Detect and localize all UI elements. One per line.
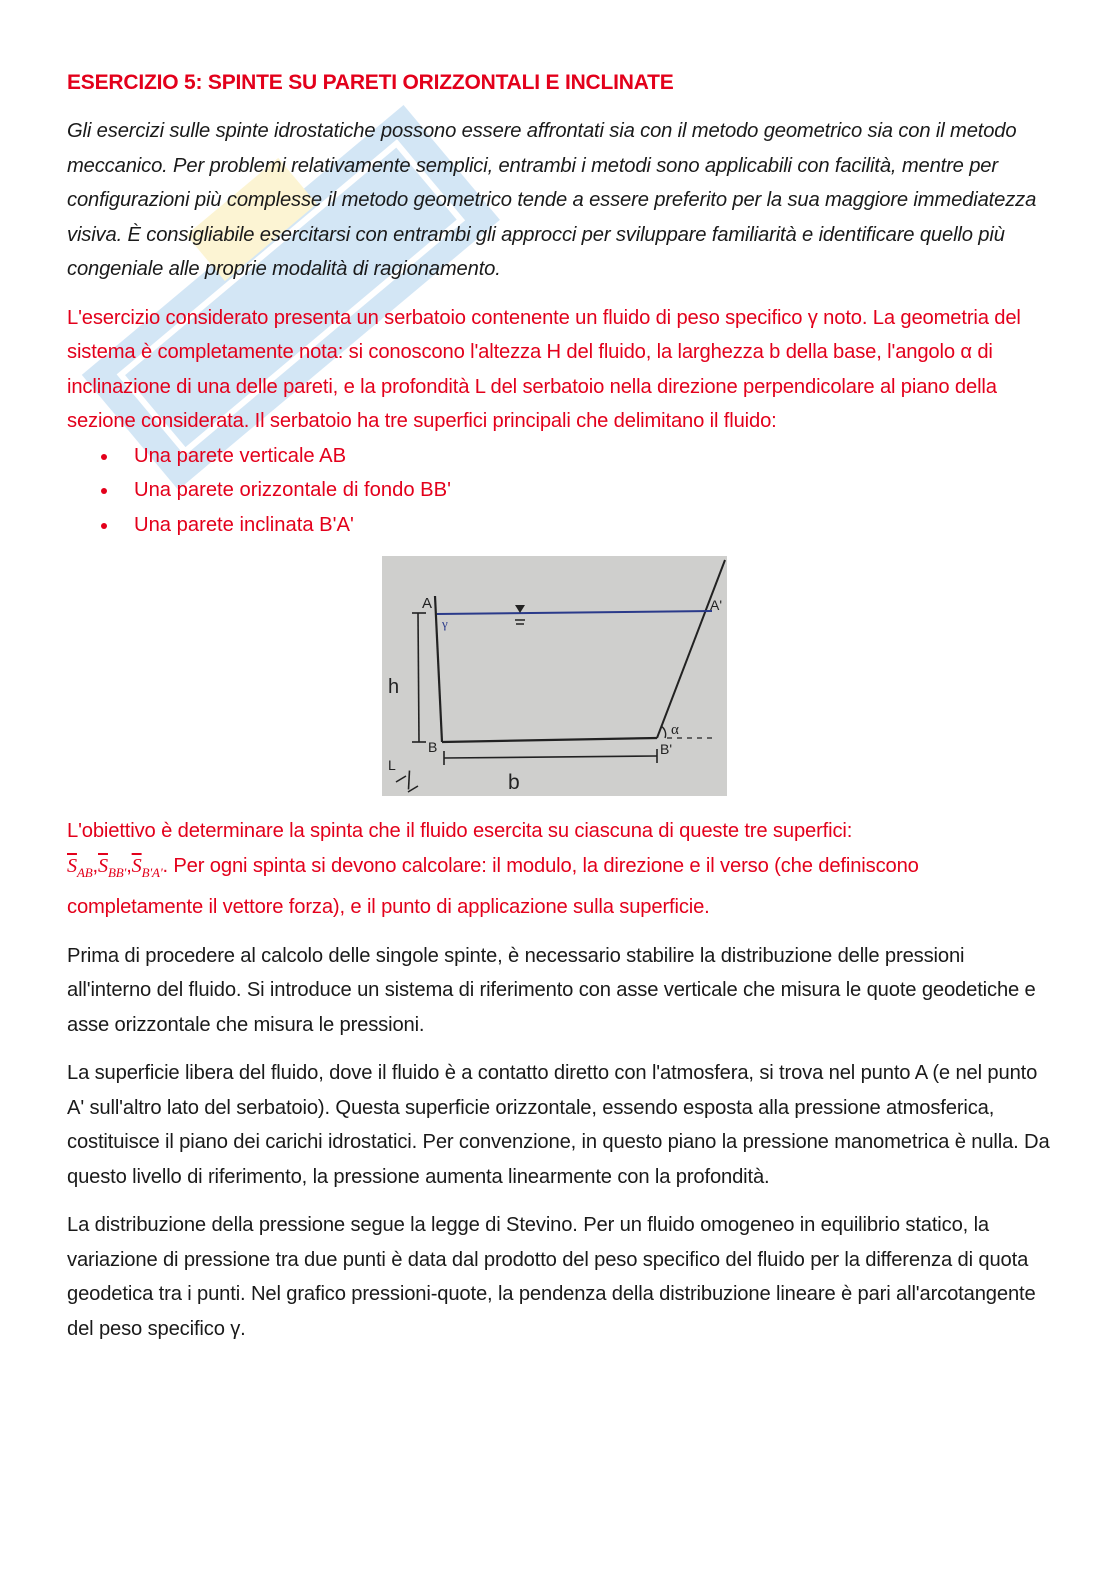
label-alpha: α <box>671 722 679 738</box>
problem-statement: L'esercizio considerato presenta un serbatoio contenente un fluido di peso specifico γ noto. La geometria del sistema è completamente nota: si conoscono l'altezza H del fluido, la larghezza b della base, l'angolo α di inclinazione di una delle pareti, e la profondità L del serbatoio nella direzione perpendicolare al piano della sezione considerata. Il serbatoio ha tre superfici principali che delimitano il fluido: <box>67 306 1021 432</box>
symbol-S-AB: $\overline{S}_{AB}$ <box>67 854 93 880</box>
symbol-S-BprimeAprime: $\overline{S}_{B'A'}$ <box>131 854 163 880</box>
symbol-S-BBprime: $\overline{S}_{BB'}$ <box>98 854 127 880</box>
label-h: h <box>388 676 400 698</box>
pressure-distribution-paragraph: Prima di procedere al calcolo delle singole spinte, è necessario stabilire la distribuzione delle pressioni all'interno del fluido. Si introduce un sistema di riferimento con asse verticale che misura le quote geodetiche e asse orizzontale che misura le pressioni. <box>67 944 1036 1036</box>
intro-paragraph: Gli esercizi sulle spinte idrostatiche possono essere affrontati sia con il metodo geometrico sia con il metodo meccanico. Per problemi relativamente semplici, entrambi i metodi sono applicabili con facilità, mentre per configurazioni più complesse il metodo geometrico tende a essere preferito per la sua maggiore immediatezza visiva. È consigliabile esercitarsi con entrambi gli approcci per sviluppare familiarità e identificare quello più congeniale alle proprie modalità di ragionamento. <box>67 120 1037 280</box>
label-gamma: γ <box>442 616 448 631</box>
label-A-prime: A' <box>710 597 723 613</box>
label-A: A <box>422 595 433 612</box>
label-L: L <box>388 757 396 773</box>
objective-paragraph: L'obiettivo è determinare la spinta che il fluido esercita su ciascuna di queste tre superfici: $\overline{S}_{AB},\overline{S}_{BB'},\overline{S}_{B'A'}$. Per ogni spinta si devono calcolare: il modulo, la direzione e il verso (che definiscono completamente il vettore forza), e il punto di applicazione sulla superficie. <box>67 820 919 919</box>
free-surface-paragraph: La superficie libera del fluido, dove il fluido è a contatto diretto con l'atmosfera, si trova nel punto A (e nel punto A' sull'altro lato del serbatoio). Questa superficie orizzontale, essendo esposta alla pressione atmosferica, costituisce il piano dei carichi idrostatici. Per convenzione, in questo piano la pressione manometrica è nulla. Da questo livello di riferimento, la pressione aumenta linearmente con la profondità. <box>67 1062 1050 1188</box>
list-item-bottom-wall: Una parete orizzontale di fondo BB' <box>67 473 1052 508</box>
document-page <box>67 66 1052 1360</box>
label-B-prime: B' <box>660 741 673 757</box>
label-B: B <box>428 739 438 755</box>
surfaces-list <box>67 439 1052 543</box>
objective-tail: . Per ogni spinta si devono calcolare: il modulo, la direzione e il verso (che definiscono completamente il vettore forza), e il punto di applicazione sulla superficie. <box>67 854 919 919</box>
list-item-vertical-wall: Una parete verticale AB <box>67 439 1052 474</box>
list-item-inclined-wall: Una parete inclinata B'A' <box>67 508 1052 543</box>
objective-lead: L'obiettivo è determinare la spinta che il fluido esercita su ciascuna di queste tre superfici: <box>67 820 853 842</box>
exercise-title: ESERCIZIO 5: SPINTE SU PARETI ORIZZONTALI E INCLINATE <box>67 71 674 94</box>
tank-diagram <box>382 556 727 796</box>
label-b: b <box>508 771 520 794</box>
stevino-law-paragraph: La distribuzione della pressione segue la legge di Stevino. Per un fluido omogeneo in equilibrio statico, la variazione di pressione tra due punti è data dal prodotto del peso specifico del fluido per la differenza di quota geodetica tra i punti. Nel grafico pressioni-quote, la pendenza della distribuzione lineare è pari all'arcotangente del peso specifico γ. <box>67 1214 1036 1340</box>
tank-sketch <box>382 556 727 796</box>
